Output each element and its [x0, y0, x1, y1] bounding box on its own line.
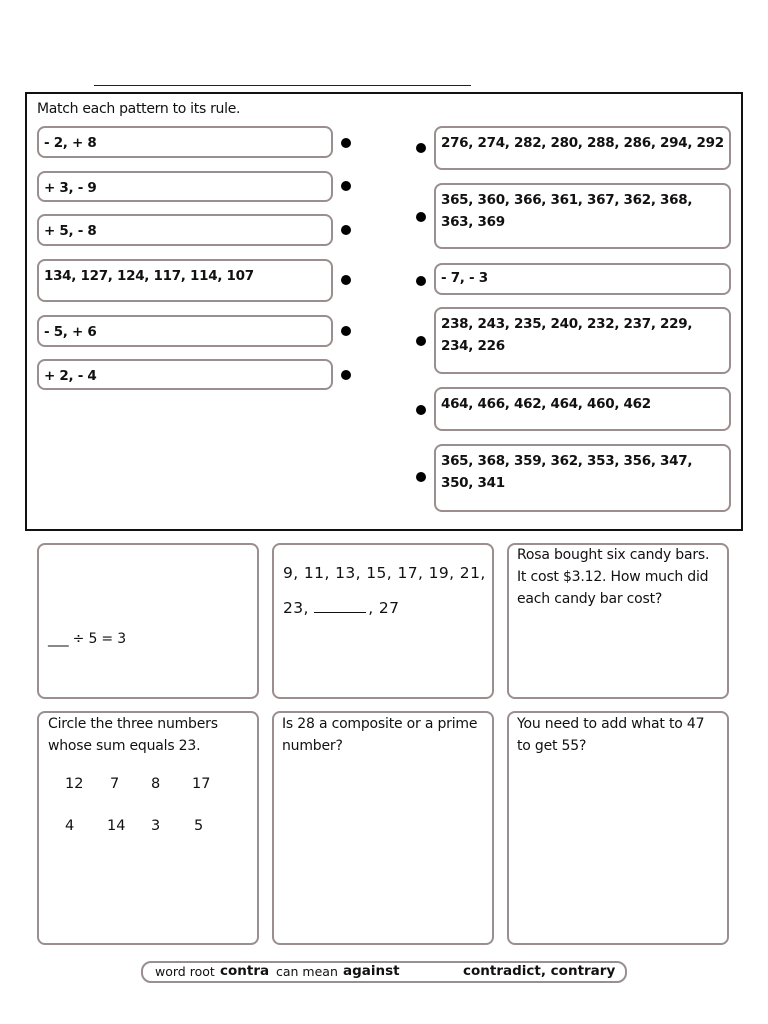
pattern-left-2: + 3, - 9	[37, 171, 333, 202]
number-option[interactable]: 12	[65, 776, 84, 792]
number-option[interactable]: 14	[107, 818, 126, 834]
division-expression: ÷ 5 = 3	[72, 631, 126, 647]
match-dot-right-5[interactable]	[416, 405, 426, 415]
sequence-start: 23,	[283, 599, 309, 617]
footer-can-mean: can mean	[276, 964, 338, 979]
division-card	[37, 543, 259, 699]
match-dot-left-5[interactable]	[341, 326, 351, 336]
division-blank[interactable]: ___	[48, 631, 69, 647]
circle-numbers-problem: Circle the three numbers whose sum equals 23.	[48, 716, 218, 754]
match-dot-right-6[interactable]	[416, 472, 426, 482]
number-option[interactable]: 8	[151, 776, 161, 792]
match-dot-left-1[interactable]	[341, 138, 351, 148]
sequence-answer-blank[interactable]	[314, 612, 366, 613]
pattern-left-3: + 5, - 8	[37, 214, 333, 246]
pattern-right-2: 365, 360, 366, 361, 367, 362, 368, 363, 369	[434, 183, 731, 249]
candy-problem: Rosa bought six candy bars. It cost $3.12. How much did each candy bar cost?	[517, 547, 710, 607]
number-option[interactable]: 17	[192, 776, 211, 792]
match-dot-right-1[interactable]	[416, 143, 426, 153]
addition-problem: You need to add what to 47 to get 55?	[517, 716, 705, 754]
pattern-right-6: 365, 368, 359, 362, 353, 356, 347, 350, 341	[434, 444, 731, 512]
pattern-left-5: - 5, + 6	[37, 315, 333, 347]
number-option[interactable]: 7	[110, 776, 120, 792]
match-dot-left-6[interactable]	[341, 370, 351, 380]
pattern-left-4: 134, 127, 124, 117, 114, 107	[37, 259, 333, 302]
footer-examples: contradict, contrary	[463, 963, 616, 979]
composite-problem: Is 28 a composite or a prime number?	[282, 716, 478, 754]
sequence-line-1: 9, 11, 13, 15, 17, 19, 21,	[283, 564, 486, 582]
pattern-right-5: 464, 466, 462, 464, 460, 462	[434, 387, 731, 431]
match-dot-left-4[interactable]	[341, 275, 351, 285]
match-dot-right-3[interactable]	[416, 276, 426, 286]
match-dot-right-4[interactable]	[416, 336, 426, 346]
sequence-end: , 27	[368, 599, 400, 617]
pattern-right-3: - 7, - 3	[434, 263, 731, 295]
number-option[interactable]: 5	[194, 818, 204, 834]
pattern-right-4: 238, 243, 235, 240, 232, 237, 229, 234, 226	[434, 307, 731, 374]
sequence-line-2	[283, 599, 399, 617]
footer-root: contra	[220, 963, 270, 979]
pattern-left-1: - 2, + 8	[37, 126, 333, 158]
number-option[interactable]: 3	[151, 818, 161, 834]
footer-meaning: against	[343, 963, 400, 979]
number-option[interactable]: 4	[65, 818, 75, 834]
match-dot-right-2[interactable]	[416, 212, 426, 222]
matching-instructions: Match each pattern to its rule.	[37, 101, 241, 117]
match-dot-left-2[interactable]	[341, 181, 351, 191]
division-problem	[48, 628, 126, 650]
name-line[interactable]	[94, 85, 471, 86]
match-dot-left-3[interactable]	[341, 225, 351, 235]
pattern-right-1: 276, 274, 282, 280, 288, 286, 294, 292	[434, 126, 731, 170]
footer-word-root-label: word root	[155, 964, 215, 979]
pattern-left-6: + 2, - 4	[37, 359, 333, 390]
word-root-footer	[141, 961, 627, 983]
